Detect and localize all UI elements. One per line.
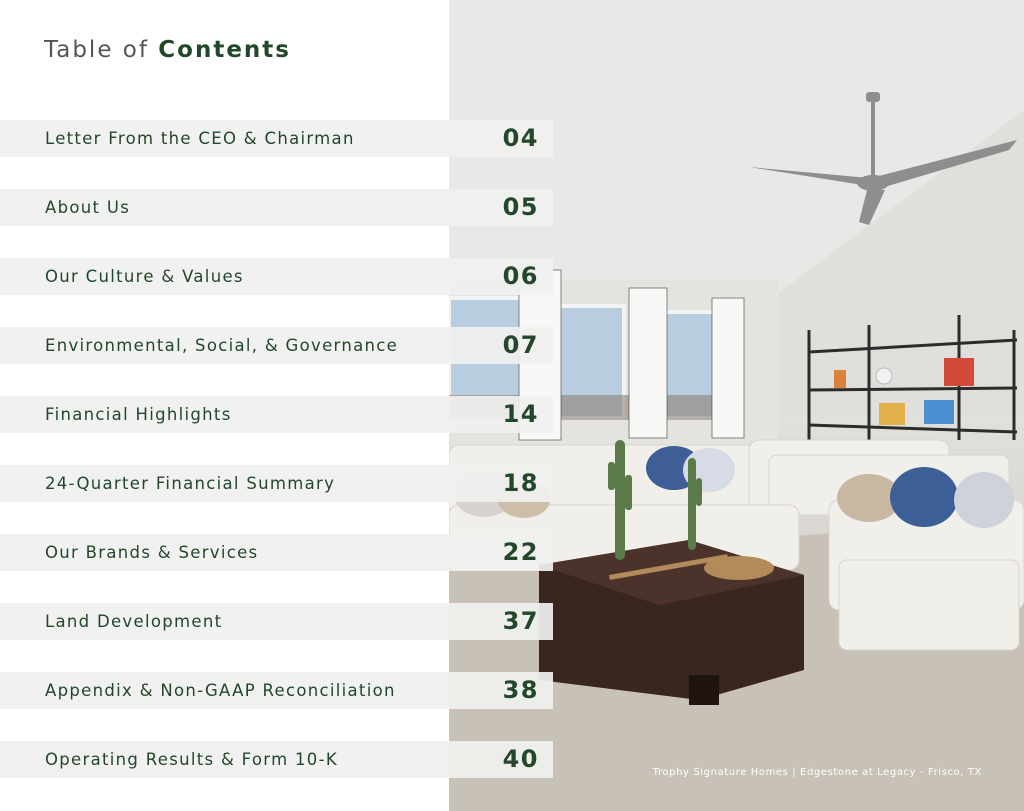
toc-entry-label: Operating Results & Form 10-K [45,750,338,769]
toc-entry-label: About Us [45,198,131,217]
toc-entry-label: 24-Quarter Financial Summary [45,474,336,493]
toc-entry-label: Land Development [45,612,223,631]
toc-entry-page: 06 [502,262,539,290]
toc-entry-label: Letter From the CEO & Chairman [45,129,355,148]
toc-entry-label: Environmental, Social, & Governance [45,336,399,355]
toc-entry[interactable] [0,603,554,640]
toc-entry-label: Financial Highlights [45,405,232,424]
toc-entry-page: 04 [502,124,539,152]
toc-entry-page: 14 [502,400,539,428]
toc-entry[interactable] [0,258,554,295]
toc-entry-page: 37 [502,607,539,635]
toc-entry-page: 05 [502,193,539,221]
toc-entry-label: Appendix & Non-GAAP Reconciliation [45,681,396,700]
title-prefix: Table of [44,37,149,63]
toc-entry-label: Our Brands & Services [45,543,259,562]
toc-entry[interactable] [0,672,554,709]
toc-entry[interactable] [0,120,554,157]
title-emphasis: Contents [158,37,291,63]
photo-caption: Trophy Signature Homes | Edgestone at Legacy - Frisco, TX [652,767,982,778]
toc-entry-page: 40 [502,745,539,773]
toc-entry-page: 22 [502,538,539,566]
toc-entry[interactable] [0,327,554,364]
toc-entry-label: Our Culture & Values [45,267,244,286]
toc-entry[interactable] [0,396,554,433]
toc-entry-page: 07 [502,331,539,359]
toc-entry[interactable] [0,189,554,226]
toc-entry[interactable] [0,465,554,502]
toc-entry[interactable] [0,534,554,571]
toc-entry[interactable] [0,741,554,778]
toc-entry-page: 38 [502,676,539,704]
toc-entry-page: 18 [502,469,539,497]
